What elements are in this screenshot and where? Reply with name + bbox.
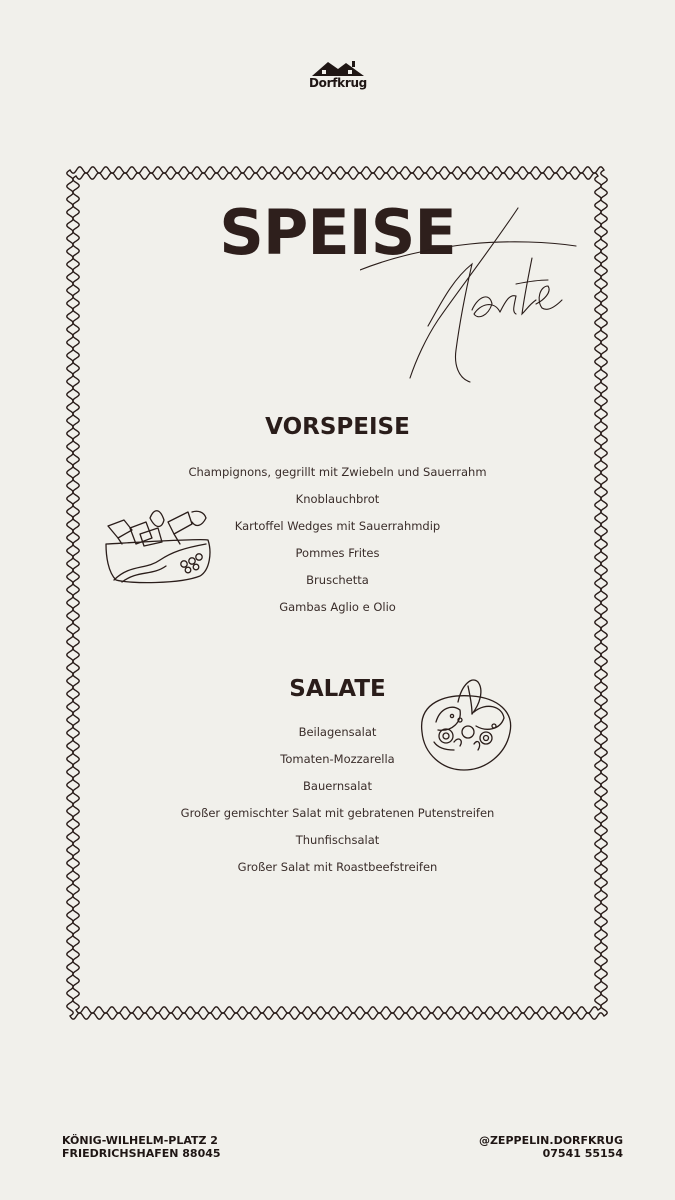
- footer-contact: [479, 1134, 623, 1160]
- script-title-karte: [360, 200, 590, 385]
- menu-item: Beilagensalat: [298, 725, 377, 739]
- logo: [300, 58, 376, 94]
- page-title: SPEISE: [219, 196, 456, 269]
- food-bowl-illustration-icon: [100, 504, 215, 589]
- menu-item: Großer gemischter Salat mit gebratenen Putenstreifen: [180, 806, 495, 820]
- social-handle: @ZEPPELIN.DORFKRUG: [478, 1134, 623, 1147]
- menu-item: Tomaten-Mozzarella: [280, 752, 395, 766]
- menu-item: Gambas Aglio e Olio: [279, 600, 396, 614]
- salad-bowl-illustration-icon: [416, 672, 516, 774]
- section-title-salate: SALATE: [289, 676, 386, 702]
- menu-item: Bruschetta: [306, 573, 369, 587]
- footer-address: [62, 1134, 221, 1160]
- menu-item: Thunfischsalat: [295, 833, 380, 847]
- menu-item: Knoblauchbrot: [295, 492, 380, 506]
- phone-number: 07541 55154: [542, 1147, 623, 1160]
- house-roof-icon: [308, 58, 368, 78]
- salate-list: [0, 719, 675, 881]
- menu-item: Bauernsalat: [303, 779, 372, 793]
- address-line-2: FRIEDRICHSHAFEN 88045: [62, 1147, 221, 1160]
- menu-item: Pommes Frites: [295, 546, 380, 560]
- section-title-vorspeise: VORSPEISE: [265, 414, 410, 440]
- logo-text: Dorfkrug: [309, 76, 367, 90]
- menu-item: Großer Salat mit Roastbeefstreifen: [237, 860, 438, 874]
- menu-item: Champignons, gegrillt mit Zwiebeln und Sauerrahm: [188, 465, 487, 479]
- menu-item: Kartoffel Wedges mit Sauerrahmdip: [234, 519, 441, 533]
- address-line-1: KÖNIG-WILHELM-PLATZ 2: [62, 1134, 218, 1147]
